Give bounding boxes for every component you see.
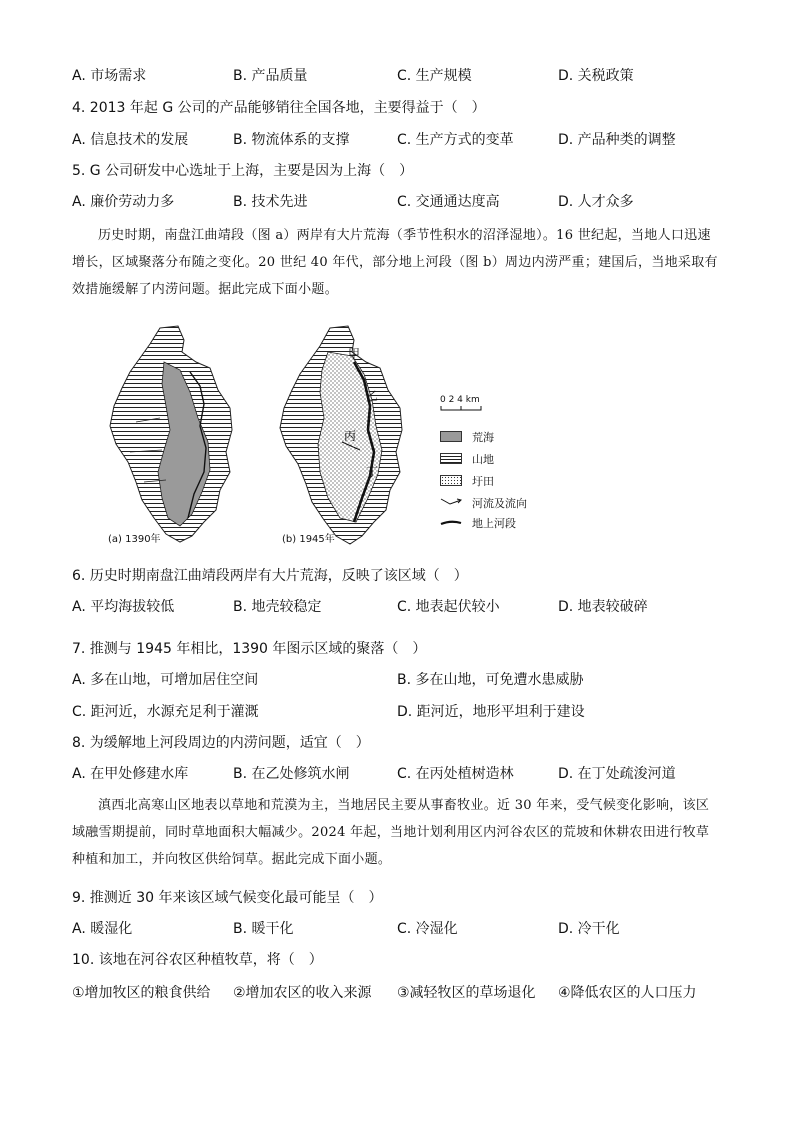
map-a (110, 326, 232, 542)
elevated-river-icon (440, 517, 462, 528)
q4-option-b: B. 物流体系的支撑 (233, 132, 350, 148)
q9-option-c: C. 冷湿化 (397, 921, 458, 937)
place-yi: 乙 (366, 389, 379, 403)
q4-stem: 4. 2013 年起 G 公司的产品能够销往全国各地，主要得益于（ ） (72, 100, 486, 116)
legend-field-swatch (440, 475, 462, 486)
q6-option-d: D. 地表较破碎 (558, 599, 648, 615)
q7-option-d: D. 距河近，地形平坦利于建设 (397, 704, 585, 720)
scale-bar (440, 395, 481, 410)
q5-stem: 5. G 公司研发中心选址于上海，主要是因为上海（ ） (72, 163, 414, 179)
q5-option-a: A. 廉价劳动力多 (72, 194, 175, 210)
q7-option-b: B. 多在山地，可免遭水患威胁 (397, 672, 584, 688)
q10-item-3: ③减轻牧区的草场退化 (397, 985, 536, 1001)
q8-option-b: B. 在乙处修筑水闸 (233, 766, 350, 782)
q10-stem: 10. 该地在河谷农区种植牧草，将（ ） (72, 952, 323, 968)
caption-b: (b) 1945年 (282, 534, 335, 545)
q10-item-1: ①增加牧区的粮食供给 (72, 985, 211, 1001)
q6-option-a: A. 平均海拔较低 (72, 599, 175, 615)
legend-mountain-swatch (440, 453, 462, 464)
q9-stem: 9. 推测近 30 年来该区域气候变化最可能呈（ ） (72, 890, 383, 906)
passage-1: 历史时期，南盘江曲靖段（图 a）两岸有大片荒海（季节性积水的沼泽湿地）。16 世纪起，当地人口迅速增长，区域聚落分布随之变化。20 世纪 40 年代，部分地上河段（图 b）周边内涝严重；建国后，当地采取有效措施缓解了内涝问题。据此完成下面小题。 (72, 228, 718, 297)
q8-stem: 8. 为缓解地上河段周边的内涝问题，适宜（ ） (72, 735, 370, 751)
legend-wetland-swatch (440, 431, 462, 442)
q9-option-d: D. 冷干化 (558, 921, 620, 937)
q5-option-b: B. 技术先进 (233, 194, 308, 210)
q6-option-b: B. 地壳较稳定 (233, 599, 322, 615)
q8-option-c: C. 在丙处植树造林 (397, 766, 514, 782)
q3-option-b: B. 产品质量 (233, 68, 308, 84)
q6-stem: 6. 历史时期南盘江曲靖段两岸有大片荒海，反映了该区域（ ） (72, 568, 468, 584)
q3-option-d: D. 关税政策 (558, 68, 634, 84)
place-jia: 甲 (348, 347, 361, 361)
q4-option-c: C. 生产方式的变革 (397, 132, 514, 148)
q7-stem: 7. 推测与 1945 年相比，1390 年图示区域的聚落（ ） (72, 641, 427, 657)
q7-option-c: C. 距河近，水源充足利于灌溉 (72, 704, 259, 720)
q4-option-a: A. 信息技术的发展 (72, 132, 189, 148)
q8-option-a: A. 在甲处修建水库 (72, 766, 189, 782)
passage-2: 滇西北高寒山区地表以草地和荒漠为主，当地居民主要从事畜牧业。近 30 年来，受气候变化影响，该区域融雪期提前，同时草地面积大幅减少。2024 年起，当地计划利用区内河谷农区的荒坡和休耕农田进行牧草种植和加工，并向牧区供给饲草。据此完成下面小题。 (72, 798, 710, 867)
q5-option-c: C. 交通通达度高 (397, 194, 500, 210)
q9-option-a: A. 暖湿化 (72, 921, 133, 937)
place-ding: 丁 (366, 465, 379, 479)
q7-option-a: A. 多在山地，可增加居住空间 (72, 672, 259, 688)
q10-item-2: ②增加农区的收入来源 (233, 985, 372, 1001)
river-arrow-icon (440, 497, 462, 508)
q4-option-d: D. 产品种类的调整 (558, 132, 676, 148)
q3-option-a: A. 市场需求 (72, 68, 147, 84)
q5-option-d: D. 人才众多 (558, 194, 634, 210)
q6-option-c: C. 地表起伏较小 (397, 599, 500, 615)
q8-option-d: D. 在丁处疏浚河道 (558, 766, 676, 782)
map-b (280, 326, 402, 544)
q3-option-c: C. 生产规模 (397, 68, 472, 84)
q9-option-b: B. 暖干化 (233, 921, 294, 937)
scale-label: 0 2 4 km (440, 395, 480, 405)
q10-item-4: ④降低农区的人口压力 (558, 985, 697, 1001)
place-bing: 丙 (344, 429, 357, 443)
caption-a: (a) 1390年 (108, 534, 161, 545)
